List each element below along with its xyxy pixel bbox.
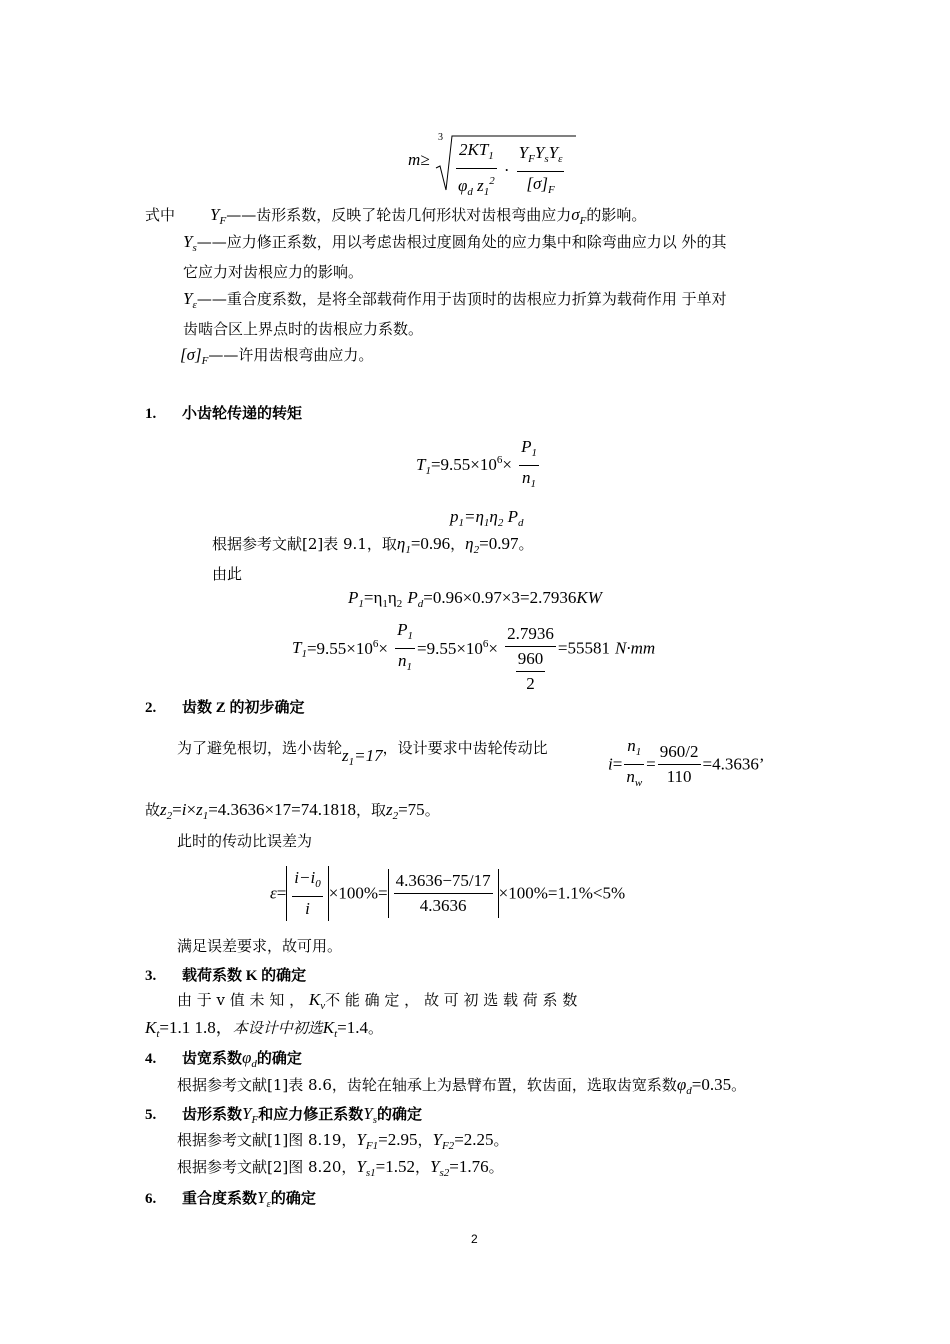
page-number: 2 bbox=[471, 1232, 478, 1246]
form-factor-values: 根据参考文献[1]图 8.19，$Y_{F1}=2.95$，$Y_{F2}=2.25$。 bbox=[177, 1130, 509, 1152]
section-2-heading: 2. 齿数 Z 的初步确定 bbox=[145, 700, 305, 716]
z2-calc: 故$z_2=i\times z_1=4.3636\times 17=74.1818$，取$z_2=75$。 bbox=[145, 800, 440, 822]
def-sigma-f: $[\sigma]_F——$许用齿根弯曲应力。 bbox=[180, 345, 374, 367]
fraction-factors: $\frac{Y_FY_sY_\varepsilon}{[\sigma]_F}$ bbox=[518, 142, 563, 196]
error-formula: ε= $\frac{i-i_0}{i}$ ×100%= $\frac{4.3636-75/17}{4.3636}$ ×100%=1.1%<5% bbox=[270, 866, 625, 921]
torque-formula: $T_1=9.55\times 10^6\times$ $\frac{P_1}{n_1}$ bbox=[416, 437, 537, 490]
def-ye-cont: 齿啮合区上界点时的齿根应力系数。 bbox=[183, 320, 424, 338]
efficiency-ref: 根据参考文献[2]表 9.1，取$\eta_1=0.96$，$\eta_2=0.97$。 bbox=[212, 534, 534, 556]
root-index: 3 bbox=[438, 132, 443, 143]
stress-factor-values: 根据参考文献[2]图 8.20，$Y_{s1}=1.52$，$Y_{s2}=1.76$。 bbox=[177, 1157, 504, 1179]
section-3-heading: 3. 载荷系数 K 的确定 bbox=[145, 968, 307, 984]
power-calc: $P_1=\eta_1\eta_2$ $P_d=0.96\times 0.97\times 3=2.7936KW$ bbox=[348, 588, 602, 610]
section-4-heading: 4. 齿宽系数$\varphi_d$的确定 bbox=[145, 1048, 302, 1070]
def-ys-cont: 它应力对齿根应力的影响。 bbox=[183, 263, 364, 281]
fraction-torque: $\frac{2KT_1}{\varphi_d z_1^2}$ bbox=[458, 140, 495, 198]
youci-text: 由此 bbox=[212, 565, 243, 583]
section-1-heading: 1. 小齿轮传递的转矩 bbox=[145, 406, 303, 422]
section-5-heading: 5. 齿形系数$Y_F$和应力修正系数$Y_s$的确定 bbox=[145, 1104, 422, 1126]
error-ok: 满足误差要求，故可用。 bbox=[177, 937, 343, 955]
def-ye: $Y_\varepsilon——$重合度系数，是将全部载荷作用于齿顶时的齿根应力折算为载荷作用 于单对 bbox=[183, 289, 727, 311]
width-factor-text: 根据参考文献[1]表 8.6，齿轮在轴承上为悬臂布置，软齿面，选取齿宽系数$\varphi_d=0.35$。 bbox=[177, 1075, 747, 1097]
def-ys: $Y_s——$应力修正系数，用以考虑齿根过度圆角处的应力集中和除弯曲应力以 外的其 bbox=[183, 232, 727, 254]
document-page: m≥ 3 $\frac{2KT_1}{\varphi_d z_1^2}$ · $\frac{Y_FY_sY_\varepsilon}{[\sigma]_F}$ 式中 $Y_F——$齿形系数，反映了轮齿几何形状对齿根弯曲应力$\sigma_F$的影响。 $Y_s——$应力修正系数，用以考虑齿根过度圆角处的应力集中和除弯曲应力以 外的其 它应力对齿根应力的影响。 $Y_\varepsilon——$重合度系数，是将全部载荷作用于齿顶时的齿根应力折算为载荷作用 于单对 齿啮合区上界点时的齿根应力系数。 $[\sigma]_F——$许用齿根弯曲应力。 1. 小齿轮传递的转矩 $T_1=9.55\times 10^6\times$ $\frac{P_1}{n_1}$ $p_1=\eta_1\eta_2$ $P_d$ 根据参考文献[2]表 9.1，取$\eta_1=0.96$，$\eta_2=0.97$。 由此 $P_1=\eta_1\eta_2$ $P_d=0.96\times 0.97\times 3=2.7936KW$ $T_1=9.55\times 10^6\times$ $\frac{P_1}{n_1}$ $=9.55\times 10^6\times$ $\frac{2.7936}{\frac{960}{2}}$ =55581 N·mm 2. 齿数 Z 的初步确定 为了避免根切，选小齿轮$z_1=17$，设计要求中齿轮传动比 i= $\frac{n_1}{n_w}$ = $\frac{960/2}{110}$ =4.3636’ 故$z_2=i\times z_1=4.3636\times 17=74.1818$，取$z_2=75$。 此时的传动比误差为 ε= $\frac{i-i_0}{i}$ ×100%= $\frac{4.3636-75/17}{4.3636}$ ×100%=1.1%<5% 满足误差要求，故可用。 3. 载荷系数 K 的确定 由 于 v 值 未 知 ， $K_v$不 能 确 定 ， 故 可 初 选 载 荷 系 数 $K_t=1.1$ 1.8，本设计中初选$K_t=1.4$。 4. 齿宽系数$\varphi_d$的确定 根据参考文献[1]表 8.6，齿轮在轴承上为悬臂布置，软齿面，选取齿宽系数$\varphi_d=0.35$。 5. 齿形系数$Y_F$和应力修正系数$Y_s$的确定 根据参考文献[1]图 8.19，$Y_{F1}=2.95$，$Y_{F2}=2.25$。 根据参考文献[2]图 8.20，$Y_{s1}=1.52$，$Y_{s2}=1.76$。 6. 重合度系数$Y_\varepsilon$的确定 2 bbox=[0, 0, 950, 1344]
ratio-formula: i= $\frac{n_1}{n_w}$ = $\frac{960/2}{110}$ =4.3636’ bbox=[608, 736, 765, 789]
section-6-heading: 6. 重合度系数$Y_\varepsilon$的确定 bbox=[145, 1188, 316, 1210]
torque-calc: $T_1=9.55\times 10^6\times$ $\frac{P_1}{n_1}$ $=9.55\times 10^6\times$ $\frac{2.7936}{\frac{960}{2}}$ =55581 N·mm bbox=[292, 620, 656, 693]
def-lead: 式中 bbox=[145, 206, 176, 224]
load-factor-line1: 由 于 v 值 未 知 ， $K_v$不 能 确 定 ， 故 可 初 选 载 荷 系 数 bbox=[177, 990, 578, 1012]
ratio-paragraph: 为了避免根切，选小齿轮$z_1=17$，设计要求中齿轮传动比 bbox=[177, 739, 548, 768]
formula-lhs: m≥ bbox=[408, 150, 430, 169]
def-yf: $Y_F——$齿形系数，反映了轮齿几何形状对齿根弯曲应力$\sigma_F$的影响。 bbox=[210, 205, 647, 227]
load-factor-line2: $K_t=1.1$ 1.8，本设计中初选$K_t=1.4$。 bbox=[145, 1018, 384, 1040]
error-intro: 此时的传动比误差为 bbox=[177, 832, 313, 850]
power-formula: $p_1=\eta_1\eta_2$ $P_d$ bbox=[450, 507, 524, 529]
